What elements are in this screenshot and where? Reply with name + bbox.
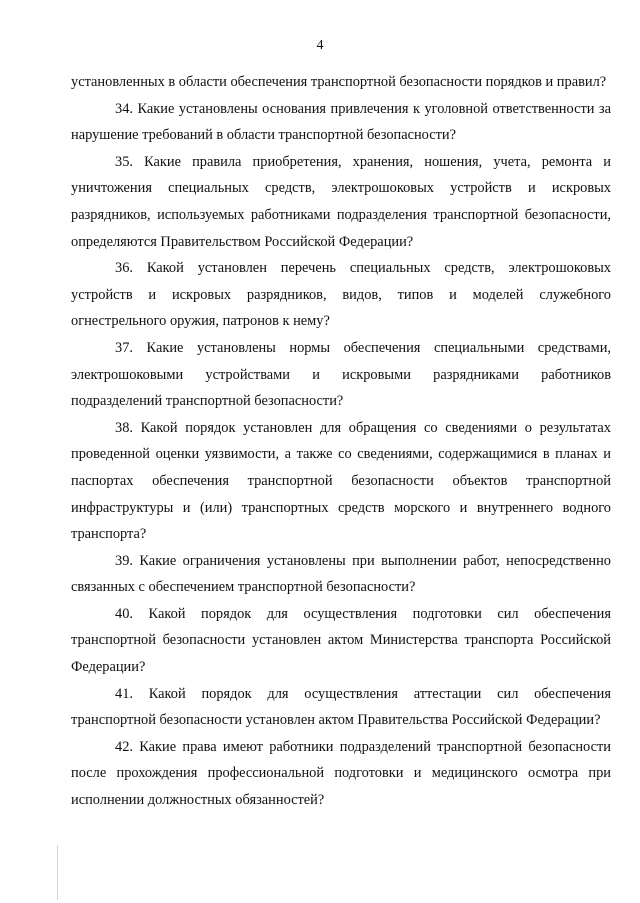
question-35: 35. Какие правила приобретения, хранения, ношения, учета, ремонта и уничтожения специальных средств, электрошоковых устройств и искровых разрядников, используемых работниками подразделения транспортной безопасности, определяются Правительством Российской Федерации?: [71, 153, 611, 250]
question-36: 36. Какой установлен перечень специальных средств, электрошоковых устройств и искровых разрядников, видов, типов и моделей служебного огнестрельного оружия, патронов к нему?: [71, 260, 611, 330]
question-40: 40. Какой порядок для осуществления подготовки сил обеспечения транспортной безопасности установлен актом Министерства транспорта Российской Федерации?: [71, 605, 611, 676]
question-41: 41. Какой порядок для осуществления аттестации сил обеспечения транспортной безопасности установлен актом Правительства Российской Федерации?: [71, 685, 611, 729]
paragraph-continuation: установленных в области обеспечения транспортной безопасности порядков и правил?: [71, 74, 607, 90]
question-37: 37. Какие установлены нормы обеспечения специальными средствами, электрошоковыми устройствами и искровыми разрядниками работников подразделений транспортной безопасности?: [71, 339, 611, 410]
question-38: 38. Какой порядок установлен для обращения со сведениями о результатах проведенной оценки уязвимости, а также со сведениями, содержащимися в планах и паспортах обеспечения транспортной безопасности объектов транспортной инфраструктуры и (или) транспортных средств морского и внутреннего водного транспорта?: [71, 419, 611, 543]
question-42: 42. Какие права имеют работники подразделений транспортной безопасности после прохождения профессиональной подготовки и медицинского осмотра при исполнении должностных обязанностей?: [71, 738, 611, 809]
page-body: [71, 69, 611, 814]
question-34: 34. Какие установлены основания привлечения к уголовной ответственности за нарушение требований в области транспортной безопасности?: [71, 100, 611, 144]
scan-binding-mark: [57, 845, 58, 900]
page-number: 4: [316, 38, 324, 53]
question-39: 39. Какие ограничения установлены при выполнении работ, непосредственно связанных с обеспечением транспортной безопасности?: [71, 552, 611, 596]
